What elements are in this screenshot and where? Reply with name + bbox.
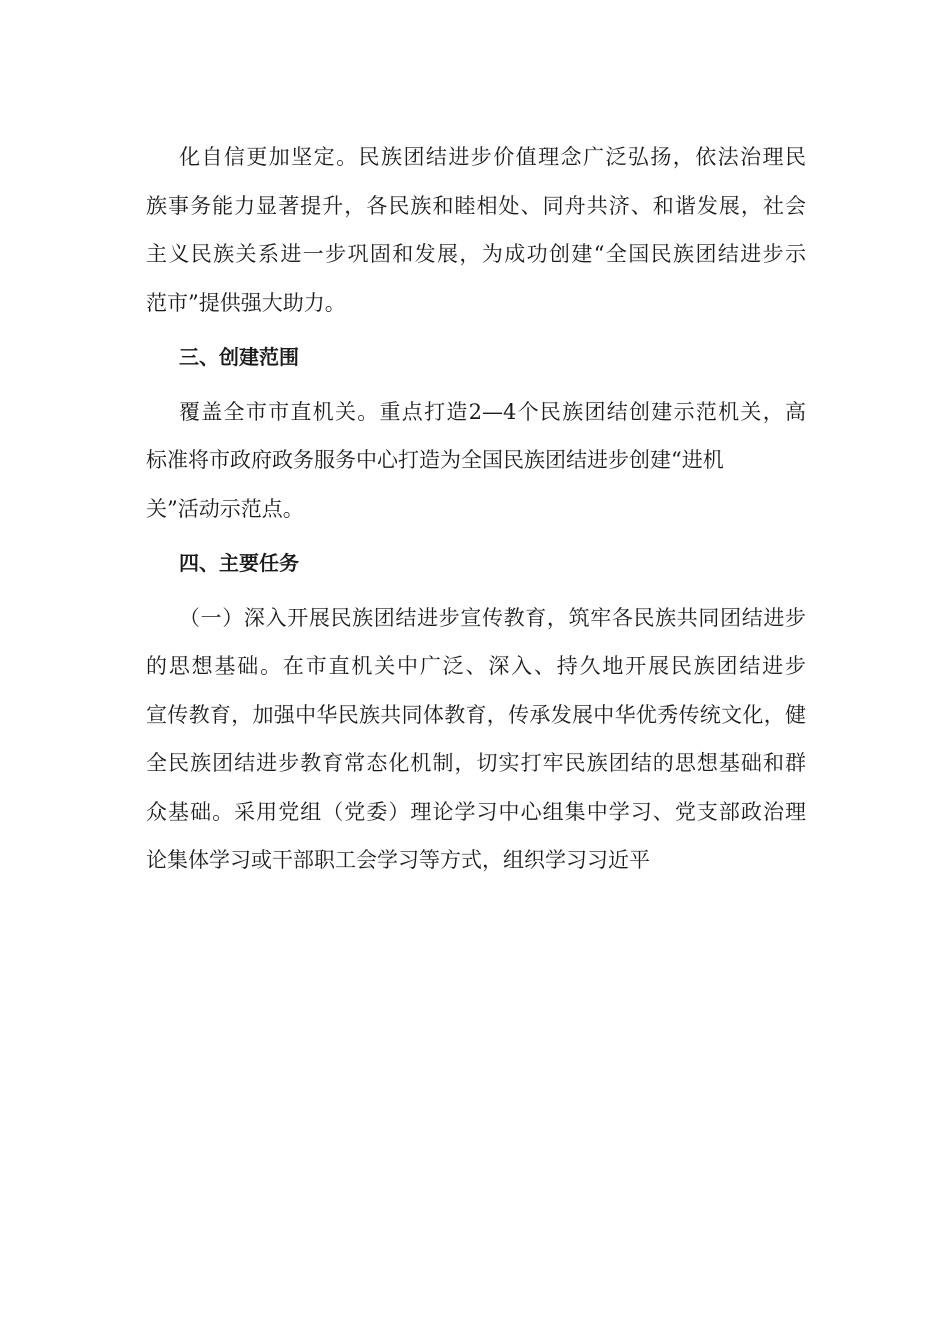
text-line: 覆盖全市市直机关。重点打造2—4个民族团结创建示范机关，高 [179, 399, 806, 424]
paragraph-goals [146, 133, 806, 327]
document-body [146, 133, 806, 885]
text-line: 化自信更加坚定。民族团结进步价值理念广泛弘扬，依法治理民 [179, 145, 806, 169]
text-line: 标准将市政府政务服务中心打造为全国民族团结进步创建“进机 [146, 448, 724, 472]
text-line: 全民族团结进步教育常态化机制，切实打牢民族团结的思想基础和群 [146, 751, 806, 775]
paragraph-scope [146, 388, 806, 534]
text-line: （一）深入开展民族团结进步宣传教育，筑牢各民族共同团结进步 [179, 605, 806, 630]
text-line: 关”活动示范点。 [146, 496, 304, 521]
section-heading-tasks: 四、主要任务 [179, 551, 299, 575]
text-line: 论集体学习或干部职工会学习等方式，组织学习习近平 [146, 848, 650, 872]
text-line: 众基础。采用党组（党委）理论学习中心组集中学习、党支部政治理 [146, 799, 806, 824]
text-line: 的思想基础。在市直机关中广泛、深入、持久地开展民族团结进步 [146, 654, 806, 678]
section-heading-scope: 三、创建范围 [179, 345, 299, 369]
text-line: 宣传教育，加强中华民族共同体教育，传承发展中华优秀传统文化，健 [146, 702, 806, 727]
text-line: 范市”提供强大助力。 [146, 290, 346, 315]
text-line: 主义民族关系进一步巩固和发展，为成功创建“全国民族团结进步示 [146, 242, 806, 266]
text-line: 族事务能力显著提升，各民族和睦相处、同舟共济、和谐发展，社会 [146, 193, 806, 218]
paragraph-tasks [146, 594, 806, 885]
